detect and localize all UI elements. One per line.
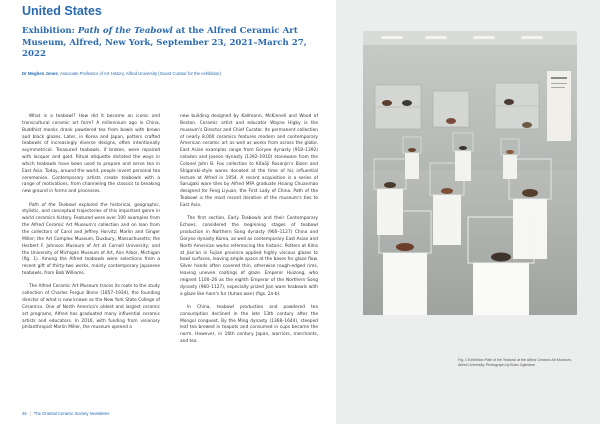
page-number: 46	[22, 411, 27, 416]
exhibition-title: Path of the Teabowl	[77, 26, 173, 36]
wall-panel	[547, 71, 571, 141]
byline-role: , Associate Professor of Art History, Alfred University (Guest Curator for the exhibition)	[57, 71, 221, 76]
publication-name: The Oriental Ceramic Society Newsletter	[33, 411, 110, 416]
text-column-2	[180, 114, 318, 346]
paragraph: new building designed by Kallmann, McKinnell and Wood of Boston. Ceramic artist and educator Wayne Higby is the museum's Director and Chief Curator. Its permanent collection of nearly 8,000 ceramics features modern and contemporary American ceramic art as well as works from across the globe. East Asian examples range from Goryeo dynasty (918–1392) celadon and Joseon dynasty (1392–1910) stoneware from the Colonel John B. Fox collection to Kitaōji Rosanjin's Bizen and Shigaraki-style wares donated at the time of his influential lecture at Alfred in 1954. A recent acquisition is a series of Sarugaki ware tiles by Alfred MFA graduate Hsiang Chuanmao designed for Feng Liyuan, the First Lady of China. Path of the Teabowl is the most recent iteration of the museum's ties to East Asia.	[180, 114, 318, 208]
gallery-photo	[363, 31, 577, 315]
paragraph: In China, teabowl production and powdered tea consumption declined in the late 13th century after the Mongol conquest. By the Ming dynasty (1368–1644), steeped leaf tea brewed in teapots and consumed in cups became the norm. However, in 16th century Japan, warriors, merchants, and tea	[180, 304, 318, 345]
exhibition-prefix: Exhibition:	[22, 26, 78, 36]
paragraph: Path of the Teabowl explored the historical, geographic, stylistic, and conceptual trajectories of this important genre in world ceramics history. Featured were over 100 examples from the Alfred Ceramic Art Museum's collection and on loan from the collectors of Carol and Jeffrey Horvitz; Marlin and Ginger Miller; the Art Complex Museum, Duxbury, Massachusetts; the Herbert F. Johnson Museum of Art at Cornell University; and the University of Michigan Museum of Art, Ann Arbor, Michigan (fig. 1). Among the Alfred teabowls were selections from a recent gift of thirty-two works, mainly contemporary Japanese teabowls, from Bob Williams.	[22, 202, 160, 277]
byline	[22, 71, 221, 76]
text-column-1	[22, 114, 160, 332]
page-footer: 46 | The Oriental Ceramic Society Newsletter	[22, 411, 110, 416]
paragraph: The first section, Early Teabowls and their Contemporary Echoes, considered the beginning stages of teabowl production in Northern Song dynasty (960–1127) China and Goryeo dynasty Korea, as well as contemporary East Asian and North American works referencing the historic. Potters at Kilns at Jian'an in Fujian province applied highly viscous glazes to bowl surfaces, leaving ample space at the bases for glaze flow. Silver hands often covered thin, otherwise rough-edged rims, leaving uneven coatings of glaze. Emperor Huizong, who reigned 1100–26 as the eighth Emperor of the Northern Song dynasty (960–1127), especially prized Jian ware teabowls with a glaze like hare's fur (tuhao wan) (figs. 2a-b).	[180, 216, 318, 297]
paragraph: What is a teabowl? How did it become an iconic and transcultural ceramic art form? A millennium ago in China, Buddhist monks drank powdered tea from bowls with brown and black glazes. Later, in Korea and Japan, potters crafted teabowls of increasingly diverse designs, often intentionally asymmetrical. Treasured teabowls, if broken, were repaired with lacquer and gold. Ritual etiquette dictated the ways in which teabowls have been used to prepare and serve tea in East Asia. Today, around the world, people invent personal tea ceremonies. Contemporary artists create teabowls with a range of motivations, from channeling the classics to breaking new ground in forms and processes.	[22, 114, 160, 195]
italic-title: Path of the Teabowl	[29, 202, 76, 208]
paragraph: The Alfred Ceramic Art Museum traces its roots to the study collection of Charles Fergus Binns (1857–1934), the founding director of what is now known as the New York State College of Ceramics. One of North America's oldest and largest ceramic art programs, Alfred has graduated many influential ceramic artists and educators. In 2016, with funding from visionary philanthropist Marlin Miller, the museum opened a	[22, 284, 160, 331]
exhibition-details: at the Alfred Ceramic Art Museum, Alfred, New York, September 23, 2021–March 27, 2022	[22, 26, 307, 59]
section-title: United States	[22, 4, 102, 18]
exhibition-heading	[22, 26, 322, 61]
photo-caption: Fig. 1 Exhibition Path of the Teabowl at the Alfred Ceramic Art Museum, Alfred University. Photograph by Brian Oglesbee	[458, 358, 572, 367]
byline-author: Dr Meghen Jones	[22, 71, 58, 76]
